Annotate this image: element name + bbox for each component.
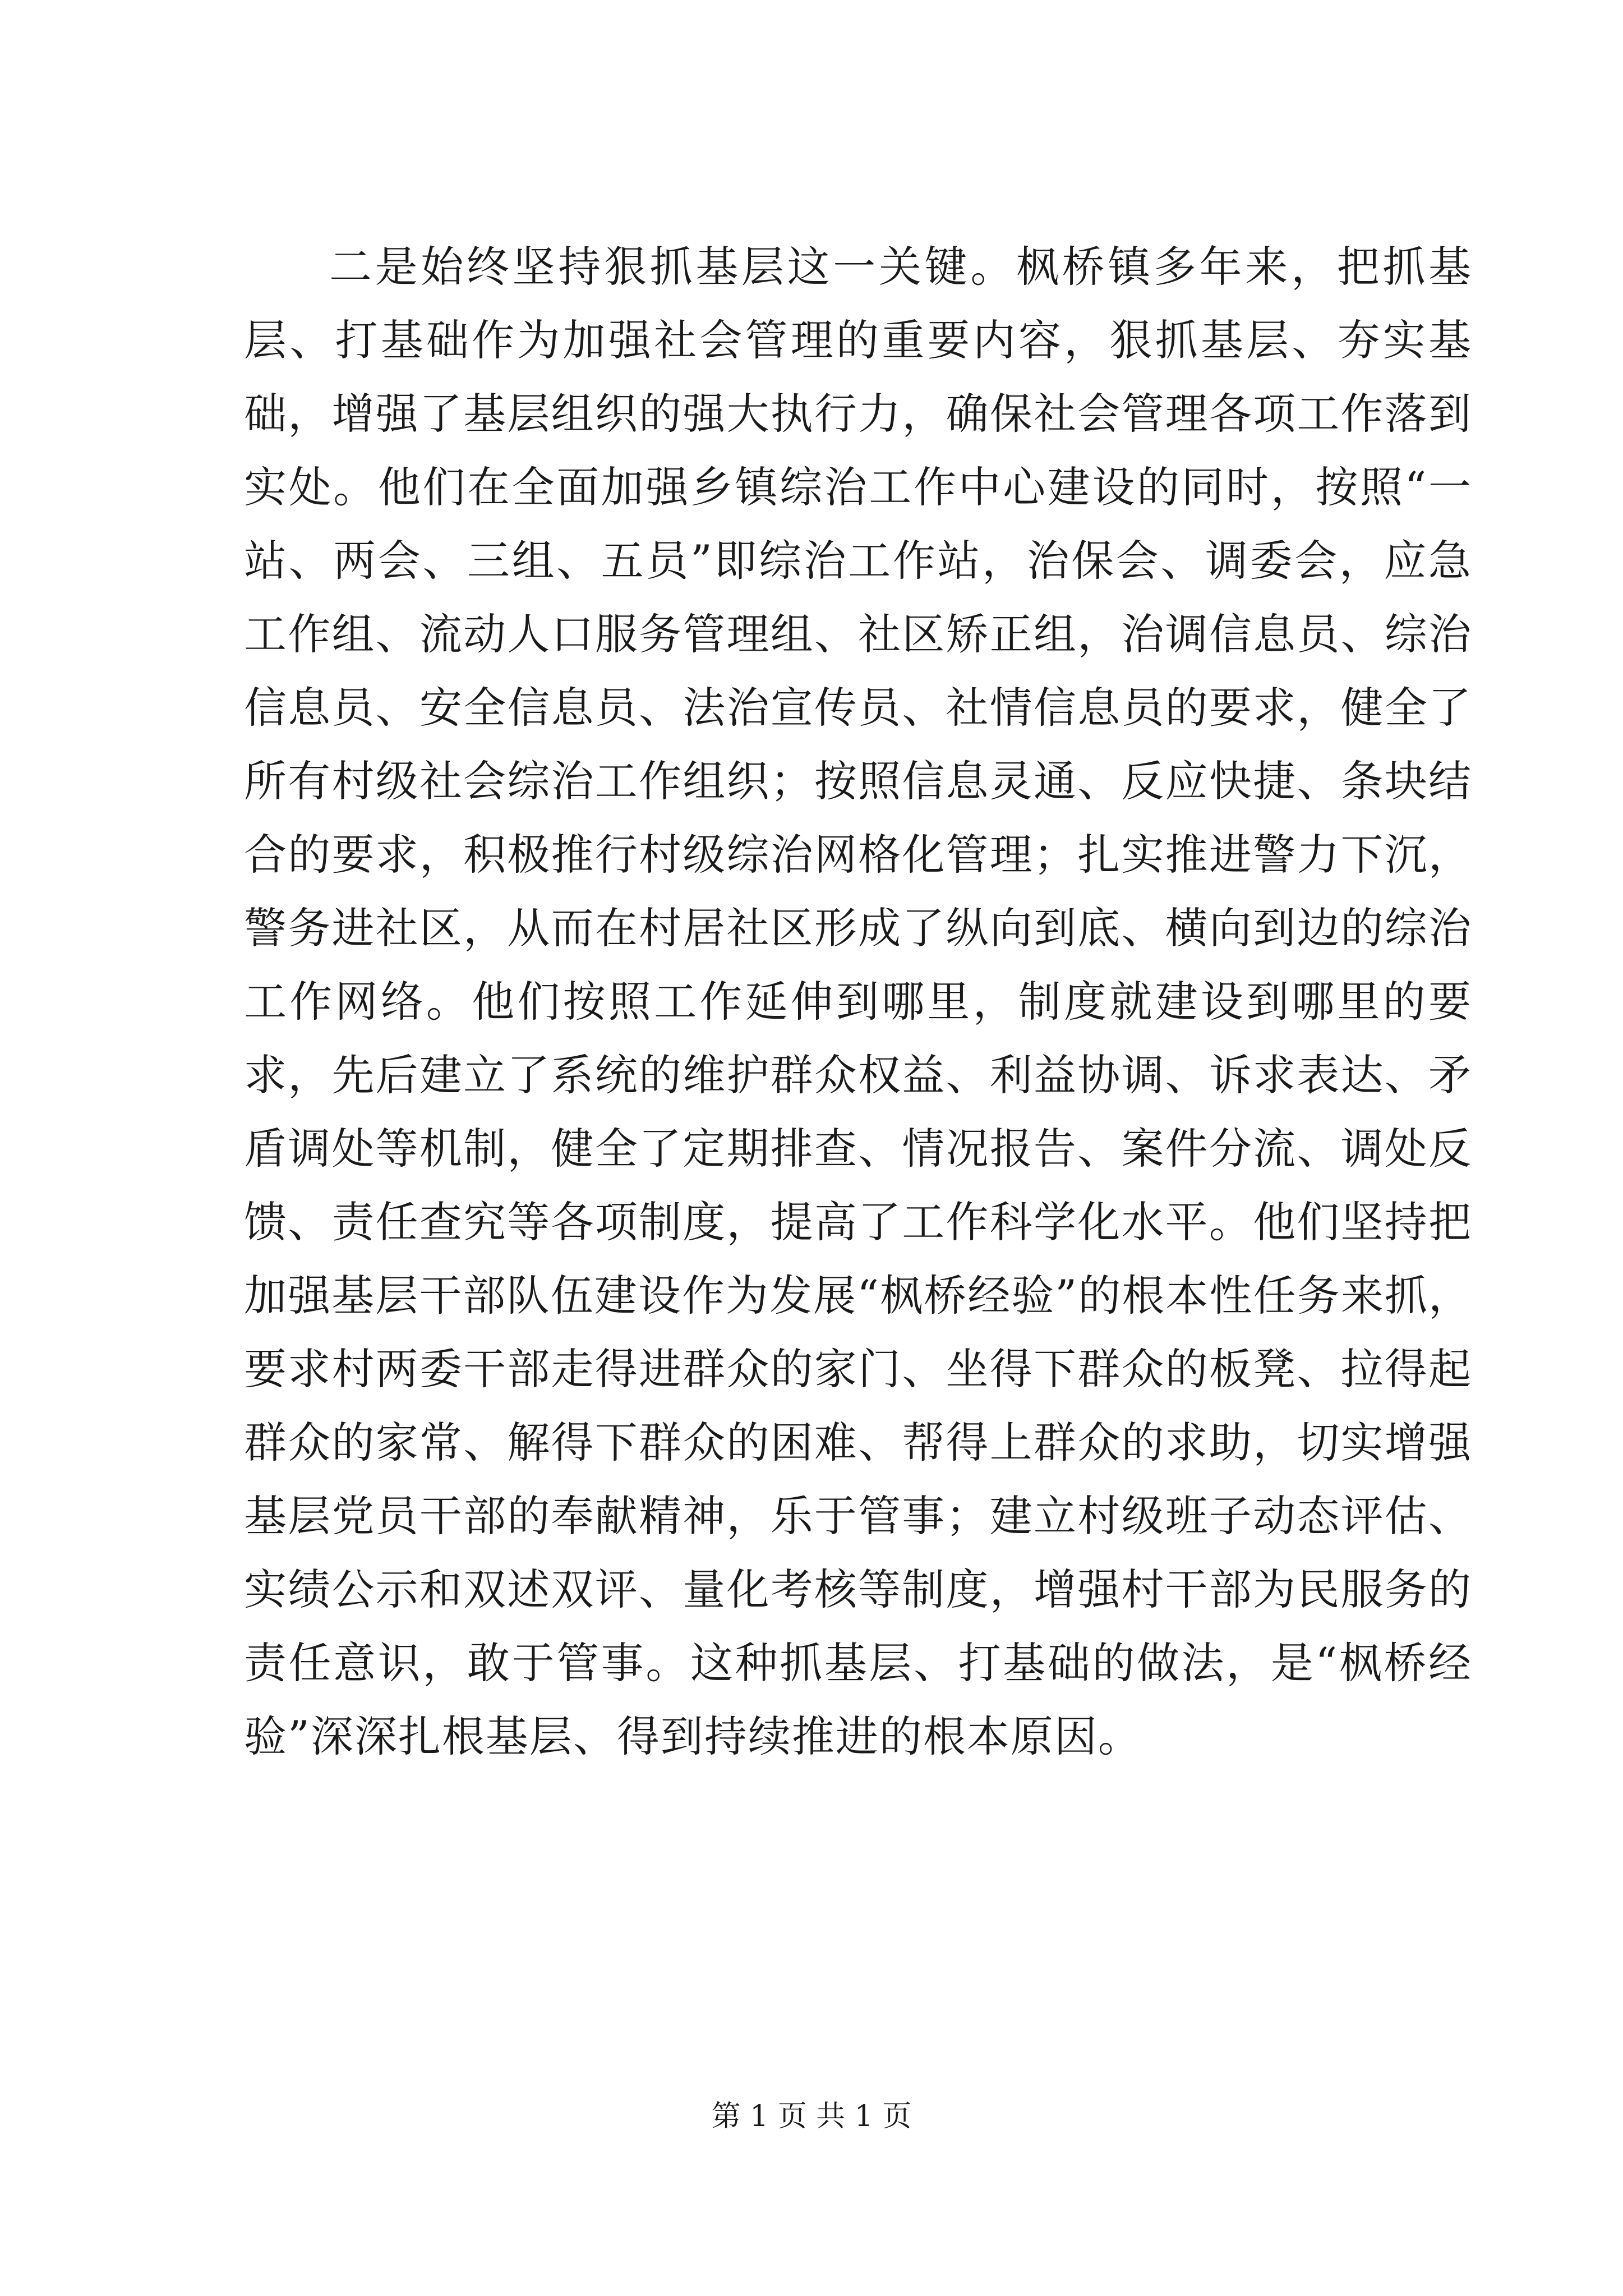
page-number-footer: 第 1 页 共 1 页	[711, 2100, 912, 2133]
body-paragraph: 二是始终坚持狠抓基层这一关键。枫桥镇多年来，把抓基层、打基础作为加强社会管理的重要内容，狠抓基层、夯实基础，增强了基层组织的强大执行力，确保社会管理各项工作落到实处。他们在全面加强乡镇综治工作中心建设的同时，按照“一站、两会、三组、五员”即综治工作站，治保会、调委会，应急工作组、流动人口服务管理组、社区矫正组，治调信息员、综治信息员、安全信息员、法治宣传员、社情信息员的要求，健全了所有村级社会综治工作组织；按照信息灵通、反应快捷、条块结合的要求，积极推行村级综治网格化管理；扎实推进警力下沉，警务进社区，从而在村居社区形成了纵向到底、横向到边的综治工作网络。他们按照工作延伸到哪里，制度就建设到哪里的要求，先后建立了系统的维护群众权益、利益协调、诉求表达、矛盾调处等机制，健全了定期排查、情况报告、案件分流、调处反馈、责任查究等各项制度，提高了工作科学化水平。他们坚持把加强基层干部队伍建设作为发展“枫桥经验”的根本性任务来抓，要求村两委干部走得进群众的家门、坐得下群众的板凳、拉得起群众的家常、解得下群众的困难、帮得上群众的求助，切实增强基层党员干部的奉献精神，乐于管事；建立村级班子动态评估、实绩公示和双述双评、量化考核等制度，增强村干部为民服务的责任意识，敢于管事。这种抓基层、打基础的做法，是“枫桥经验”深深扎根基层、得到持续推进的根本原因。	[244, 242, 1472, 1761]
